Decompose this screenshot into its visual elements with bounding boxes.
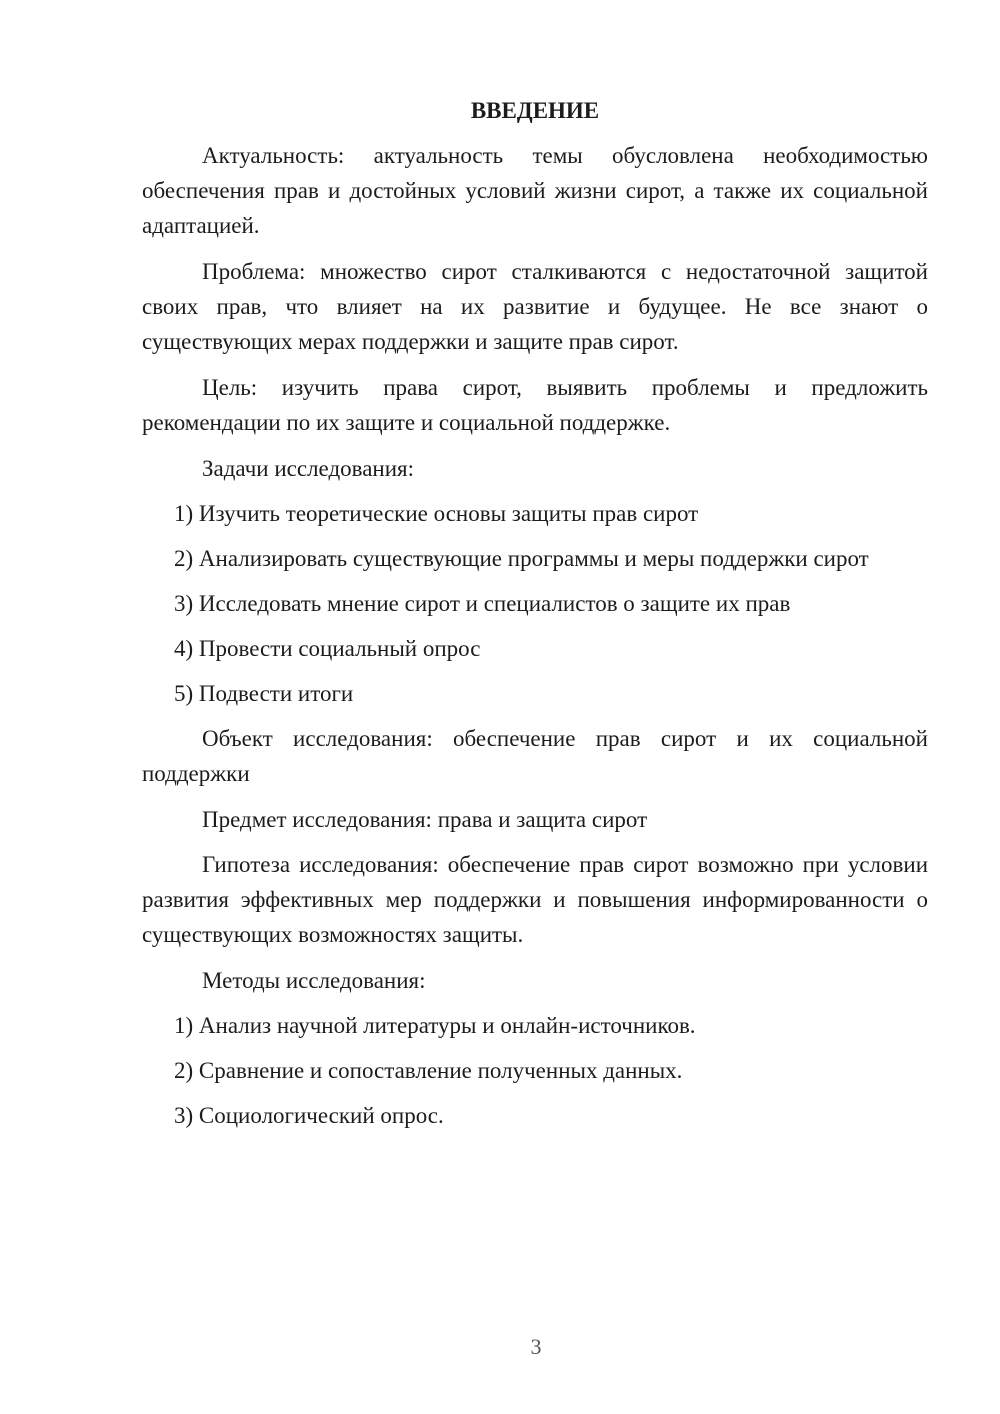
hypothesis-paragraph: Гипотеза исследования: обеспечение прав сирот возможно при условии развития эффективных мер поддержки и повышения информированности о существующих возможностях защиты.: [142, 852, 928, 947]
list-item: 2) Сравнение и сопоставление полученных данных.: [174, 1058, 683, 1083]
problem-paragraph: Проблема: множество сирот сталкиваются с недостаточной защитой своих прав, что влияет на их развитие и будущее. Не все знают о существующих мерах поддержки и защите прав сирот.: [142, 259, 928, 354]
list-item: 5) Подвести итоги: [174, 681, 354, 706]
object-paragraph: Объект исследования: обеспечение прав сирот и их социальной поддержки: [142, 726, 928, 786]
list-item: 4) Провести социальный опрос: [174, 636, 481, 661]
document-page: [142, 94, 928, 1143]
methods-list: [142, 1008, 928, 1133]
tasks-heading: Задачи исследования:: [202, 456, 415, 481]
list-item: 1) Анализ научной литературы и онлайн-источников.: [174, 1013, 696, 1038]
list-item: 3) Исследовать мнение сирот и специалистов о защите их прав: [174, 591, 791, 616]
subject-paragraph: Предмет исследования: права и защита сирот: [202, 807, 648, 832]
tasks-list: [142, 496, 928, 711]
methods-heading: Методы исследования:: [202, 968, 426, 993]
page-title: ВВЕДЕНИЕ: [470, 98, 600, 123]
list-item: 1) Изучить теоретические основы защиты прав сирот: [174, 501, 699, 526]
list-item: 2) Анализировать существующие программы и меры поддержки сирот: [174, 546, 869, 571]
list-item: 3) Социологический опрос.: [174, 1103, 444, 1128]
page-number: 3: [530, 1334, 542, 1359]
goal-paragraph: Цель: изучить права сирот, выявить проблемы и предложить рекомендации по их защите и социальной поддержке.: [142, 375, 928, 435]
relevance-paragraph: Актуальность: актуальность темы обусловлена необходимостью обеспечения прав и достойных условий жизни сирот, а также их социальной адаптацией.: [142, 143, 928, 238]
